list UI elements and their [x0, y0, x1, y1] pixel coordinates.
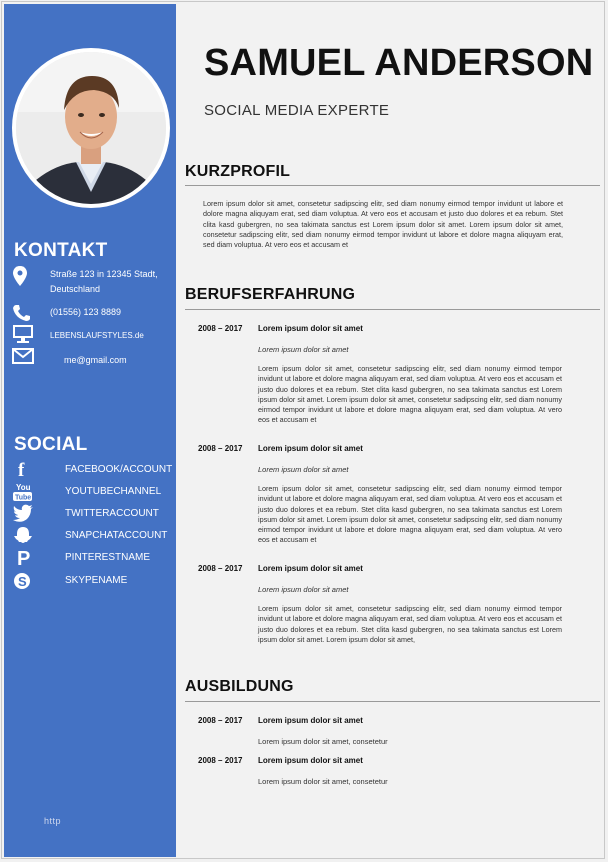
envelope-icon	[12, 348, 38, 368]
phone-text: (01556) 123 8889	[50, 307, 122, 317]
profile-text: Lorem ipsum dolor sit amet, consetetur sadipscing elitr, sed diam nonumy eirmod tempor invidunt ut labore et dolore magna aliquyam erat, sed diam voluptua. At vero eos et accusam et justo duo dolores et ea rebum. Stet clita kasd gubergren, no sea takimata sanctus est Lorem ipsum dolor sit amet. Lorem ipsum dolor sit amet, consetetur sadipscing elitr, sed diam nonumy eirmod tempor invidunt ut labore et dolore magna aliquyam erat, sed diam voluptua. At vero eos et accusam et	[203, 199, 563, 250]
education-description: Lorem ipsum dolor sit amet, consetetur	[258, 737, 388, 746]
sidebar	[4, 4, 176, 857]
full-name: SAMUEL ANDERSON	[204, 42, 594, 84]
footer-mark: http	[44, 816, 62, 826]
profile-photo-frame	[12, 48, 170, 208]
job-subtitle: SOCIAL MEDIA EXPERTE	[204, 102, 390, 119]
youtube-icon	[12, 482, 36, 502]
job-date: 2008 – 2017	[198, 444, 243, 453]
svg-text:You: You	[16, 483, 31, 492]
contact-address	[12, 266, 172, 300]
job-title: Lorem ipsum dolor sit amet	[258, 444, 363, 453]
contact-email[interactable]	[12, 348, 172, 368]
social-label-skype[interactable]: SKYPENAME	[65, 575, 128, 586]
section-divider	[185, 701, 600, 702]
svg-text:S: S	[18, 574, 27, 589]
job-date: 2008 – 2017	[198, 324, 243, 333]
section-title-kurzprofil: KURZPROFIL	[185, 163, 291, 180]
pinterest-icon: P	[17, 548, 31, 570]
contact-website[interactable]	[12, 324, 172, 346]
social-facebook[interactable]	[12, 460, 172, 480]
education-date: 2008 – 2017	[198, 716, 243, 725]
facebook-icon: f	[18, 460, 25, 481]
social-snapchat[interactable]	[12, 526, 172, 546]
profile-photo	[16, 52, 166, 204]
social-label-youtube[interactable]: YOUTUBECHANNEL	[65, 486, 162, 497]
social-heading: SOCIAL	[14, 434, 88, 455]
education-description: Lorem ipsum dolor sit amet, consetetur	[258, 777, 388, 786]
social-pinterest[interactable]	[12, 548, 172, 568]
address-line-1: Straße 123 in 12345 Stadt,	[50, 269, 158, 279]
social-label-snapchat[interactable]: SNAPCHATACCOUNT	[65, 530, 168, 541]
email-text[interactable]: me@gmail.com	[64, 355, 127, 365]
social-label-facebook[interactable]: FACEBOOK/ACCOUNT	[65, 464, 173, 475]
twitter-icon	[12, 504, 36, 524]
section-title-ausbildung: AUSBILDUNG	[185, 678, 294, 695]
education-date: 2008 – 2017	[198, 756, 243, 765]
job-company: Lorem ipsum dolor sit amet	[258, 585, 349, 594]
section-divider	[185, 185, 600, 186]
address-line-2: Deutschland	[50, 284, 101, 294]
section-divider	[185, 309, 600, 310]
social-label-twitter[interactable]: TWITTERACCOUNT	[65, 508, 159, 519]
monitor-icon	[12, 324, 38, 344]
svg-text:Tube: Tube	[15, 494, 32, 502]
job-company: Lorem ipsum dolor sit amet	[258, 465, 349, 474]
location-pin-icon	[12, 266, 38, 286]
social-youtube[interactable]	[12, 482, 172, 502]
job-description: Lorem ipsum dolor sit amet, consetetur sadipscing elitr, sed diam nonumy eirmod tempor invidunt ut labore et dolore magna aliquyam erat, sed diam voluptua. At vero eos et accusam et justo duo dolores et ea rebum. Stet clita kasd gubergren, no sea takimata sanctus est Lorem ipsum dolor sit amet. Lorem ipsum dolor sit amet, consetetur sadipscing elitr, sed diam nonumy eirmod tempor invidunt ut labore et dolore magna aliquyam erat, sed diam voluptua. At vero eos et accusam et	[258, 364, 562, 425]
job-description: Lorem ipsum dolor sit amet, consetetur sadipscing elitr, sed diam nonumy eirmod tempor invidunt ut labore et dolore magna aliquyam erat, sed diam voluptua. At vero eos et accusam et justo duo dolores et ea rebum. Stet clita kasd gubergren, no sea takimata sanctus est Lorem ipsum dolor sit amet. Lorem ipsum dolor sit amet,	[258, 604, 562, 644]
website-text[interactable]: LEBENSLAUFSTYLES.de	[50, 331, 144, 340]
contact-heading: KONTAKT	[14, 240, 108, 261]
phone-icon	[12, 304, 38, 324]
job-title: Lorem ipsum dolor sit amet	[258, 324, 363, 333]
section-title-berufserfahrung: BERUFSERFAHRUNG	[185, 286, 356, 303]
education-title: Lorem ipsum dolor sit amet	[258, 716, 363, 725]
job-title: Lorem ipsum dolor sit amet	[258, 564, 363, 573]
job-date: 2008 – 2017	[198, 564, 243, 573]
snapchat-icon	[12, 526, 36, 546]
social-skype[interactable]	[12, 571, 172, 591]
contact-phone	[12, 304, 172, 324]
social-label-pinterest[interactable]: PINTERESTNAME	[65, 552, 151, 563]
education-title: Lorem ipsum dolor sit amet	[258, 756, 363, 765]
job-description: Lorem ipsum dolor sit amet, consetetur sadipscing elitr, sed diam nonumy eirmod tempor invidunt ut labore et dolore magna aliquyam erat, sed diam voluptua. At vero eos et accusam et justo duo dolores et ea rebum. Stet clita kasd gubergren, no sea takimata sanctus est Lorem ipsum dolor sit amet. Lorem ipsum dolor sit amet, consetetur sadipscing elitr, sed diam nonumy eirmod tempor invidunt ut labore et dolore magna aliquyam erat, sed diam voluptua. At vero eos et accusam et	[258, 484, 562, 545]
social-twitter[interactable]	[12, 504, 172, 524]
skype-icon	[12, 571, 36, 591]
job-company: Lorem ipsum dolor sit amet	[258, 345, 349, 354]
